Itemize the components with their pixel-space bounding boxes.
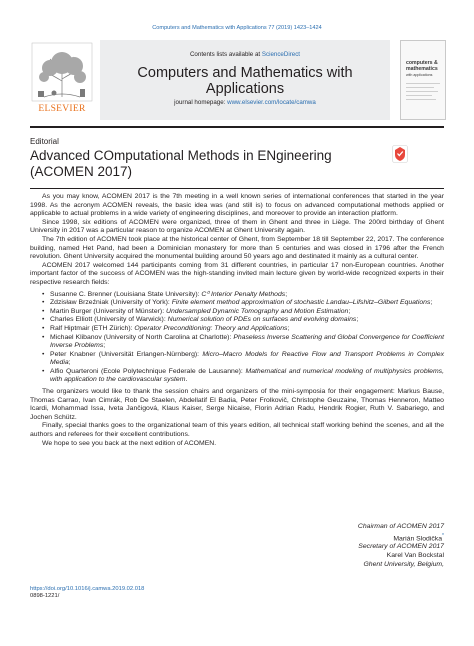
lecture-item [42,368,444,385]
lecture-speaker: Alfio Quarteroni (Ecole Polytechnique Federale de Lausanne): [50,367,246,375]
article-title [30,148,370,180]
homepage-prefix: journal homepage: [174,99,228,106]
publisher-wordmark: ELSEVIER [38,104,86,114]
header-rule [30,126,444,128]
paragraph-thanks: Finally, special thanks goes to the organizational team of this years edition, all technical staff working behind the scenes, and all the authors and referees for their excellent contributions. [30,422,444,439]
lecture-title: Numerical solution of PDEs on surfaces and evolving domains [167,316,357,324]
lecture-punct: ; [285,290,288,298]
lecture-item [42,308,444,317]
cover-title-line-1: computers & [406,60,438,66]
lecture-item [42,334,444,351]
lecture-punct: . [185,376,188,384]
paragraph-intro: As you may know, ACOMEN 2017 is the 7th meeting in a well known series of international conferences that started in the year 1998. As the acronym ACOMEN reveals, the basic idea was (and still is) to focus on advanced computational methods applied or applicable to actual problems in a wide variety of engineering disciplines, and moreover to provide an interaction platform. [30,193,444,218]
lecture-speaker: Michael Klibanov (University of North Carolina at Charlotte): [50,333,234,341]
cover-title-line-2: mathematics [406,66,438,72]
journal-homepage-line [100,99,390,106]
lecture-punct: ; [356,316,359,324]
signature-role-secretary: Secretary of ACOMEN 2017 [358,543,444,551]
lecture-speaker: Zdzisław Brzeźniak (University of York): [50,299,172,307]
lecture-speaker: Ralf Hiptmair (ETH Zürich): [50,324,135,332]
signature-name-chairman: Marián Slodička [393,534,443,542]
paragraph-participants: ACOMEN 2017 welcomed 144 participants coming from 31 different countries, in particular 17 non-European countries. Another important factor of the success of ACOMEN was the high-standing invited main lecture given by world-wide recognized experts in their respective research fields: [30,261,444,286]
journal-info-box [100,40,390,120]
paragraph-closing: We hope to see you back at the next edition of ACOMEN. [42,439,217,447]
lecture-speaker: Susanne C. Brenner (Louisiana State University): [50,290,202,298]
cover-title-line-3: with applications [406,73,433,77]
lecture-title: Finite element method approximation of stochastic Landau–Lifshitz–Gilbert Equations [171,299,431,307]
signature-block [270,523,444,569]
lecture-title: Mathematical and numerical modeling of multiphysics problems, with application to the cardiovascular system [50,367,445,384]
lecture-speaker: Peter Knabner (Universität Erlangen-Nürnberg): [50,350,203,358]
corresponding-author-mark[interactable]: * [442,532,444,539]
lecture-title: Micro–Macro Models for Reactive Flow and Transport Problems in Complex Media [50,350,444,367]
lecture-punct: ; [430,299,433,307]
lecture-punct: ; [287,324,290,332]
lecture-item [42,325,444,334]
lecture-punct: ; [348,307,351,315]
doi-link[interactable]: https://doi.org/10.1016/j.camwa.2019.02.018 [30,586,145,592]
lecture-item [42,291,444,300]
page-footer [30,586,144,601]
lecture-item [42,351,444,368]
journal-masthead [30,40,444,122]
title-rule [30,188,444,189]
signature-name-secretary: Karel Van Bockstal [386,552,444,560]
paragraph-history: Since 1998, six editions of ACOMEN were organized, three of them in Ghent and three in Liège. The 200rd birthday of Ghent University in 2017 was a particular reason to organize ACOMEN at Ghent University again. [30,218,444,235]
lecture-title: C⁰ Interior Penalty Methods [201,290,286,298]
signature-affiliation: Ghent University, Belgium, [363,560,444,568]
editorial-body [30,193,444,448]
lecture-item [42,299,444,308]
contents-available-line [100,51,390,58]
contents-prefix: Contents lists available at [189,51,262,58]
lecture-title: Operator Preconditioning: Theory and Applications [134,324,288,332]
article-title-line-1: Advanced COmputational Methods in ENgineering [30,148,332,163]
article-title-line-2: (ACOMEN 2017) [30,164,133,179]
lecture-punct: ; [68,359,71,367]
journal-cover-thumbnail [400,40,446,120]
lecture-title: Phaseless Inverse Scattering and Global Convergence for Coefficient Inverse Problems [50,333,444,350]
article-type-label: Editorial [30,137,59,146]
journal-homepage-link[interactable]: www.elsevier.com/locate/camwa [227,99,316,106]
issn-line: 0898-1221/ [30,593,60,600]
lecture-item [42,316,444,325]
sciencedirect-link[interactable]: ScienceDirect [261,51,301,58]
journal-title: Computers and Mathematics with Applications [137,65,353,97]
lecture-speaker: Martin Burger (University of Münster): [50,307,166,315]
paragraph-acknowledgements: The organizers would like to thank the session chairs and organizers of the mini-symposia for their engagement: Markus Bause, Thomas Carrao, Ivan Cimrák, Rob De Staelen, Abdellatif El Badia, Peter Frolkovič, Christophe Geuzaine, Thomas Henneron, Matteo Icardi, Mohammad Issa, Iveta Jančigová, Klaus Kaiser, Serge Nicaise, Florin Adrian Radu, Hendrik Rogier, Ruth V. Sabariego, and Jochen Schütz. [30,388,444,421]
lecture-punct: ; [103,342,106,350]
lecture-speaker: Charles Elliott (University of Warwick): [50,316,168,324]
invited-lectures-list [30,291,444,386]
check-for-updates-icon[interactable] [392,145,408,163]
running-citation: Computers and Mathematics with Applications 77 (2019) 1423–1424 [152,25,322,31]
lecture-title: Undersampled Dynamic Tomography and Motion Estimation [166,307,349,315]
paragraph-venue: The 7th edition of ACOMEN took place at the historical center of Ghent, from September 18 till September 22, 2017. The conference building, named Het Pand, had been a Dominician monastery for more than 5 centuries and was closed in 1796 after the French revolution. Ghent University acquired the monumental building around 50 years ago and destinated it mainly as a cultural center. [30,235,444,261]
signature-role-chairman: Chairman of ACOMEN 2017 [357,523,444,530]
